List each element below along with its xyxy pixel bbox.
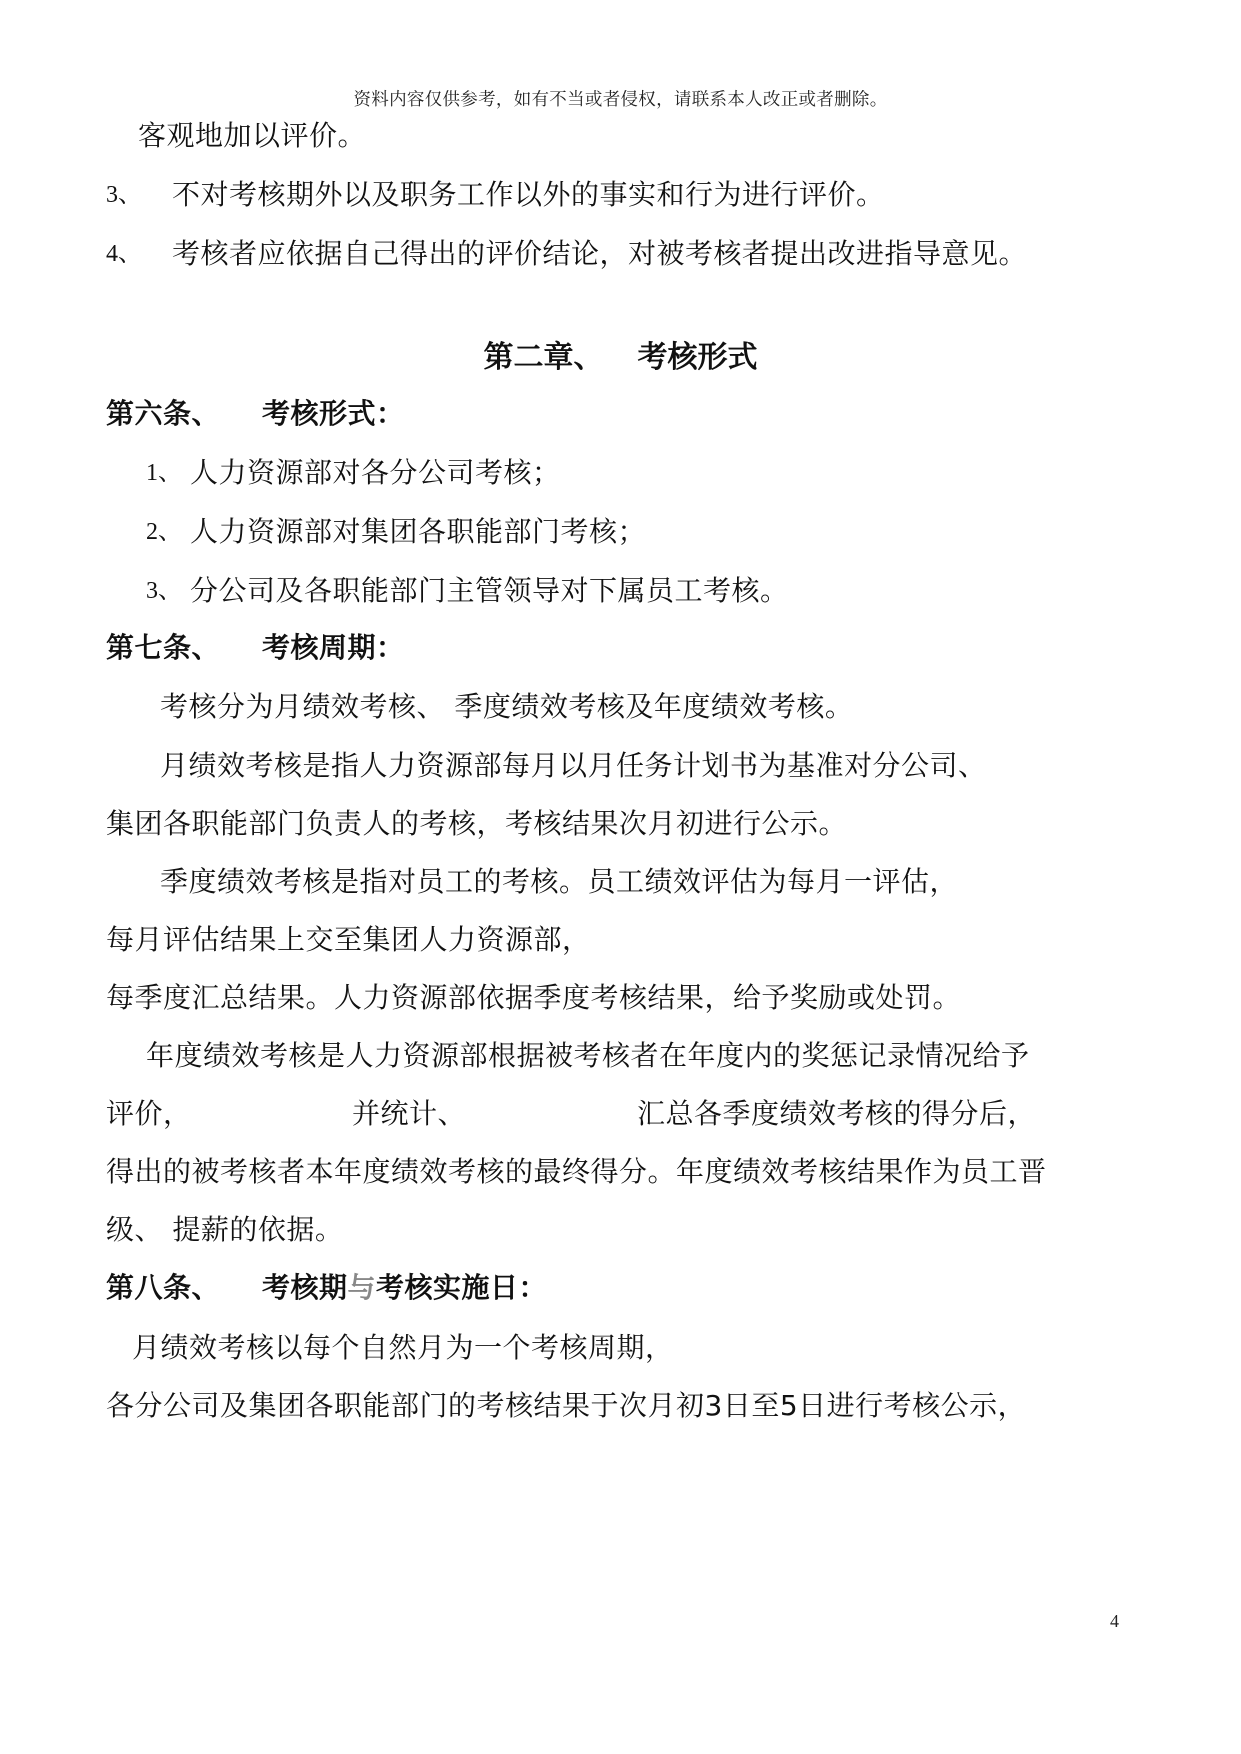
chapter-heading	[0, 339, 1241, 377]
paragraph-line: 级、 提薪的依据。	[106, 1213, 344, 1246]
paragraph-line: 每季度汇总结果。人力资源部依据季度考核结果，给予奖励或处罚。	[106, 981, 962, 1014]
paragraph-line: 考核分为月绩效考核、 季度绩效考核及年度绩效考核。	[160, 690, 854, 723]
item-text: 考核者应依据自己得出的评价结论，对被考核者提出改进指导意见。	[172, 237, 1028, 270]
paragraph-line: 年度绩效考核是人力资源部根据被考核者在年度内的奖惩记录情况给予	[146, 1039, 1030, 1072]
item-text: 不对考核期外以及职务工作以外的事实和行为进行评价。	[172, 178, 885, 211]
list-number: 2、	[146, 519, 182, 545]
article-title-part: 考核期	[262, 1271, 348, 1304]
continuation-line: 客观地加以评价。	[138, 119, 367, 152]
article-heading	[106, 1270, 547, 1306]
article-heading	[106, 396, 405, 432]
disclaimer-header: 资料内容仅供参考，如有不当或者侵权，请联系本人改正或者删除。	[353, 90, 888, 110]
list-number: 3、	[146, 578, 182, 604]
item-number: 3、	[106, 182, 142, 208]
paragraph-line: 月绩效考核以每个自然月为一个考核周期，	[132, 1331, 674, 1364]
paragraph-fragment: 汇总各季度绩效考核的得分后，	[637, 1097, 1037, 1130]
paragraph-line: 月绩效考核是指人力资源部每月以月任务计划书为基准对分公司、	[160, 749, 987, 782]
list-item: 人力资源部对各分公司考核；	[190, 456, 561, 489]
article-title-part: 考核实施日：	[376, 1271, 548, 1304]
list-item: 人力资源部对集团各职能部门考核；	[190, 515, 647, 548]
paragraph-fragment: 并统计、	[352, 1097, 467, 1130]
item-number: 4、	[106, 241, 142, 267]
chapter-title: 考核形式	[637, 340, 758, 375]
paragraph-line: 各分公司及集团各职能部门的考核结果于次月初3日至5日进行考核公示，	[106, 1389, 1027, 1422]
page-number: 4	[1110, 1611, 1119, 1631]
list-number: 1、	[146, 460, 182, 486]
article-title: 考核周期：	[262, 631, 405, 664]
paragraph-fragment: 评价，	[106, 1097, 192, 1130]
paragraph-line: 集团各职能部门负责人的考核，考核结果次月初进行公示。	[106, 807, 848, 840]
chapter-label: 第二章、	[483, 340, 604, 375]
article-label: 第六条、	[106, 397, 221, 430]
paragraph-line: 季度绩效考核是指对员工的考核。员工绩效评估为每月一评估，	[160, 865, 959, 898]
list-item: 分公司及各职能部门主管领导对下属员工考核。	[190, 574, 789, 607]
article-title-part: 与	[347, 1271, 377, 1304]
article-label: 第八条、	[106, 1271, 221, 1304]
paragraph-line: 得出的被考核者本年度绩效考核的最终得分。年度绩效考核结果作为员工晋	[106, 1155, 1047, 1188]
article-title: 考核形式：	[262, 397, 405, 430]
paragraph-line: 每月评估结果上交至集团人力资源部，	[106, 923, 591, 956]
article-label: 第七条、	[106, 631, 221, 664]
article-heading	[106, 630, 405, 666]
